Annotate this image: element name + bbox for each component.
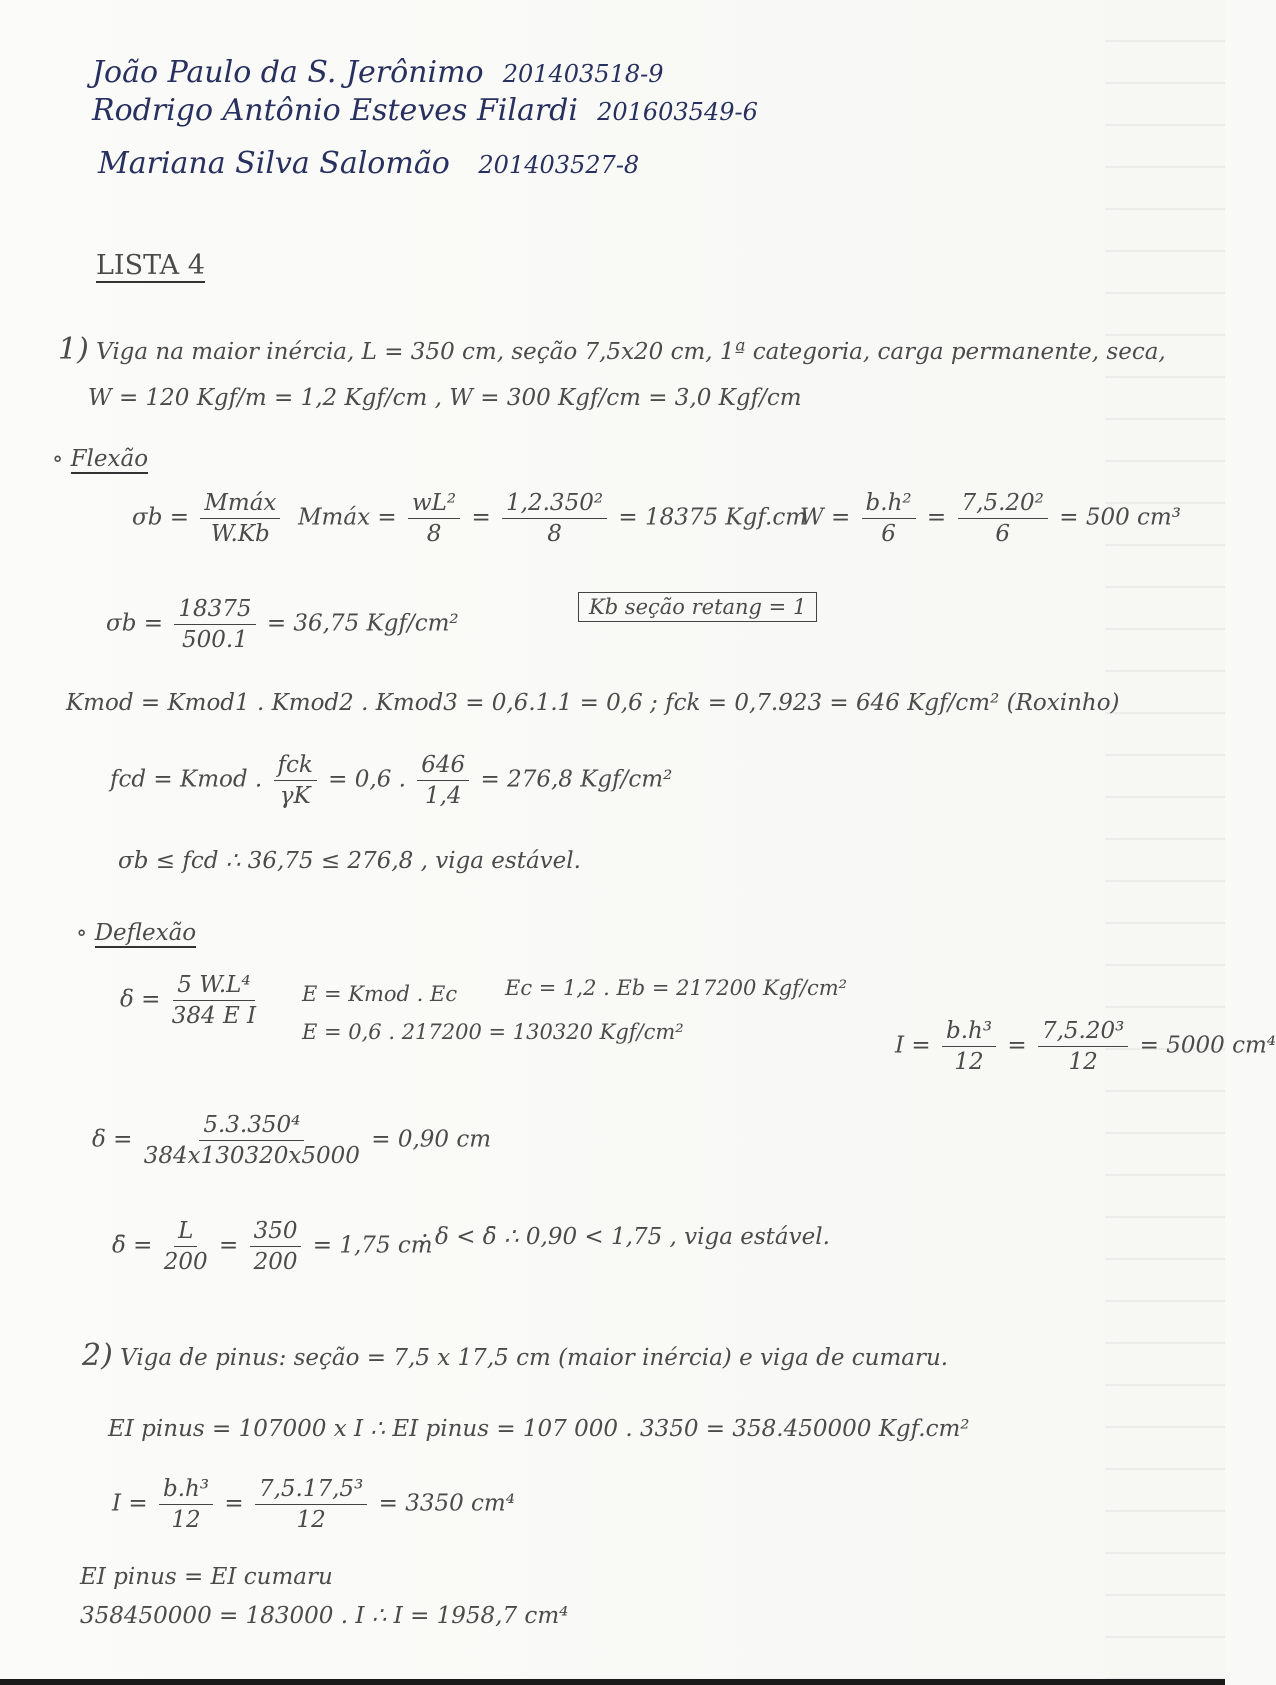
formula-E: E = Kmod . Ec — [302, 982, 458, 1006]
formula-inertia-2: I = $\frac{\text{b.h³}}{12}$ = $\frac{\text{7,5.17,5³}}{12}$ = 3350 cm⁴ — [112, 1476, 515, 1533]
flexao-conclusion: σb ≤ fcd ∴ 36,75 ≤ 276,8 , viga estável. — [118, 848, 581, 874]
problem-1-statement: 1) Viga na maior inércia, L = 350 cm, seção 7,5x20 cm, 1ª categoria, carga permanente, seca, — [58, 332, 1166, 367]
ei-pinus-line: EI pinus = 107000 x I ∴ EI pinus = 107 000 . 3350 = 358.450000 Kgf.cm² — [108, 1416, 970, 1442]
inertia-result: 358450000 = 183000 . I ∴ I = 1958,7 cm⁴ — [80, 1603, 569, 1629]
formula-Ec: Ec = 1,2 . Eb = 217200 Kgf/cm² — [505, 976, 848, 1000]
delta-limit: δ̄ = $\frac{L}{200}$ = $\frac{350}{200}$ = 1,75 cm — [112, 1218, 433, 1275]
ei-equality: EI pinus = EI cumaru — [80, 1564, 333, 1590]
deflexao-conclusion: ; δ < δ̄ ∴ 0,90 < 1,75 , viga estável. — [420, 1224, 830, 1250]
problem-2-statement: 2) Viga de pinus: seção = 7,5 x 17,5 cm (maior inércia) e viga de cumaru. — [82, 1338, 949, 1373]
formula-modulus-W: W = $\frac{\text{b.h²}}{6}$ = $\frac{\text{7,5.20²}}{6}$ = 500 cm³ — [800, 490, 1181, 547]
student-line-3: Mariana Silva Salomão 201403527-8 — [98, 146, 640, 181]
delta-value: δ = $\frac{\text{5.3.350⁴}}{384x130320x5000}$ = 0,90 cm — [92, 1112, 492, 1169]
formula-mmax: Mmáx = $\frac{\text{wL²}}{8}$ = $\frac{\text{1,2.350²}}{8}$ = 18375 Kgf.cm — [298, 490, 808, 547]
bleed-through-shadow — [1105, 0, 1225, 1685]
kb-note-box: Kb seção retang = 1 — [578, 592, 817, 622]
student-line-2: Rodrigo Antônio Esteves Filardi 201603549-6 — [92, 93, 758, 128]
student-line-1: João Paulo da S. Jerônimo 201403518-9 — [92, 55, 664, 90]
problem-1-loads: W = 120 Kgf/m = 1,2 Kgf/cm , W = 300 Kgf/cm = 3,0 Kgf/cm — [88, 385, 802, 411]
formula-inertia-1: I = $\frac{\text{b.h³}}{12}$ = $\frac{\text{7,5.20³}}{12}$ = 5000 cm⁴ — [895, 1018, 1276, 1075]
formula-sigma-b-value: σb = $\frac{18375}{500.1}$ = 36,75 Kgf/cm² — [106, 596, 459, 653]
formula-delta: δ = $\frac{\text{5 W.L⁴}}{\text{384 E I}}$ — [120, 972, 257, 1029]
formula-E-value: E = 0,6 . 217200 = 130320 Kgf/cm² — [302, 1020, 684, 1044]
scan-edge — [0, 1679, 1225, 1685]
page-title: LISTA 4 — [96, 250, 205, 281]
formula-sigma-b: σb = $\frac{\text{Mmáx}}{W.Kb}$ — [132, 490, 284, 547]
fcd-line: fcd = Kmod . $\frac{\text{fck}}{\gamma K}$ = 0,6 . $\frac{646}{1,4}$ = 276,8 Kgf/cm² — [110, 752, 673, 809]
section-deflexao: ∘ Deflexão — [76, 920, 197, 946]
kmod-line: Kmod = Kmod1 . Kmod2 . Kmod3 = 0,6.1.1 = 0,6 ; fck = 0,7.923 = 646 Kgf/cm² (Roxinho) — [66, 690, 1120, 716]
section-flexao: ∘ Flexão — [52, 446, 149, 472]
